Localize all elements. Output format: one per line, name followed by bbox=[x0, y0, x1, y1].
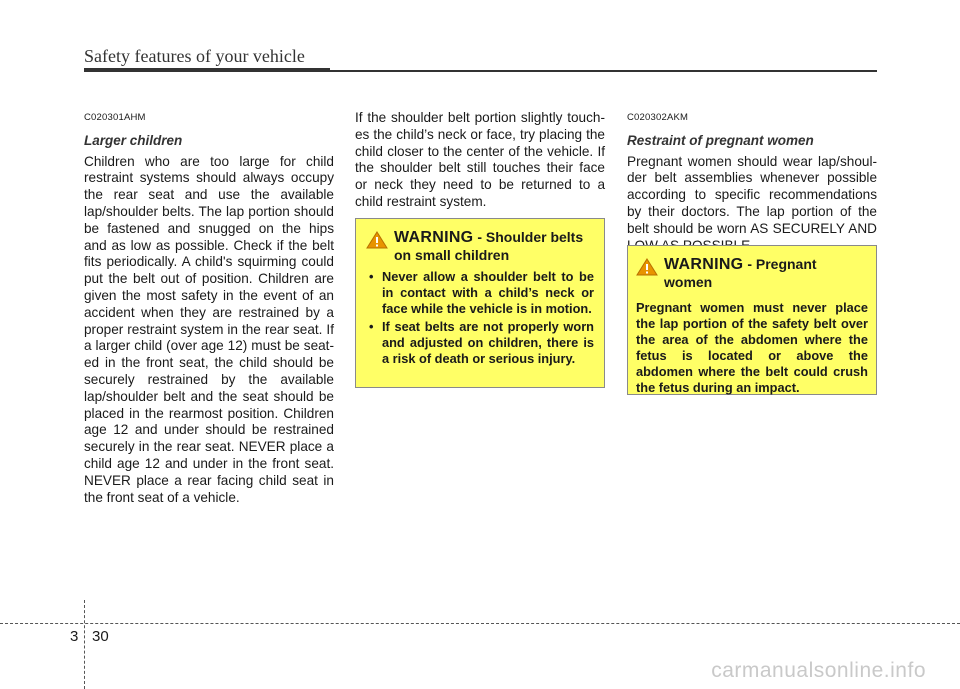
page-header-title: Safety features of your vehicle bbox=[84, 46, 305, 66]
warning-topic: - Pregnant women bbox=[664, 256, 817, 290]
warning-box-pregnant-women bbox=[627, 245, 877, 395]
body-paragraph: Children who are too large for child restraint systems should always occupy the rear seat and use the available lap/shoulder belts. The lap portion should be fastened and snugged on the hips and as low as possible. Check if the belt fits periodically. A child's squirming could put the belt out of position. Children are given the most safety in the event of an accident when they are restrained by a proper restraint system in the rear seat. If a larger child (over age 12) must be seat-ed in the front seat, the child should be securely restrained by the available lap/shoulder belt and the seat should be placed in the rearmost position. Children age 12 and under should be restrained securely in the rear seat. NEVER place a child age 12 and under in the front seat. NEVER place a rear facing child seat in the front seat of a vehicle. bbox=[84, 153, 334, 505]
watermark: carmanualsonline.info bbox=[711, 659, 926, 682]
warning-triangle-icon bbox=[636, 258, 658, 276]
footer-divider bbox=[84, 600, 85, 689]
warning-list bbox=[366, 269, 594, 367]
warning-label: WARNING bbox=[664, 256, 744, 273]
warning-box-shoulder-belts bbox=[355, 218, 605, 388]
section-subheading: Restraint of pregnant women bbox=[627, 132, 814, 148]
warning-list-item: • If seat belts are not properly worn and adjusted on children, there is a risk of death or serious injury. bbox=[366, 319, 594, 367]
section-code: C020302AKM bbox=[627, 112, 689, 123]
footer-rule bbox=[0, 623, 960, 624]
body-paragraph: If the shoulder belt portion slightly touch-es the child’s neck or face, try placing the child closer to the center of the vehicle. If the shoulder belt still touches their face or neck they need to be returned to a child restraint system. bbox=[355, 110, 605, 209]
warning-triangle-icon bbox=[366, 231, 388, 249]
page-section-number: 3 bbox=[70, 628, 79, 645]
warning-heading bbox=[636, 256, 868, 292]
column-right bbox=[627, 110, 877, 254]
column-middle bbox=[355, 110, 605, 211]
column-left bbox=[84, 110, 334, 506]
warning-body: Pregnant women must never place the lap portion of the safety belt over the area of the abdomen where the fetus is located or above the abdomen where the belt could crush the fetus during an impact. bbox=[636, 300, 868, 395]
header-rule bbox=[84, 70, 877, 72]
warning-list-item: • Never allow a shoulder belt to be in contact with a child’s neck or face while the vehicle is in motion. bbox=[366, 269, 594, 317]
warning-topic: - Shoulder belts on small children bbox=[394, 229, 584, 263]
section-code: C020301AHM bbox=[84, 112, 146, 123]
body-paragraph: Pregnant women should wear lap/shoul-der belt assemblies whenever possible according to specific recommendations by their doctors. The lap portion of the belt should be worn AS SECURELY AND bbox=[627, 153, 877, 236]
section-subheading: Larger children bbox=[84, 132, 183, 148]
page-number: 30 bbox=[92, 628, 109, 645]
warning-label: WARNING bbox=[394, 229, 474, 246]
warning-heading bbox=[366, 229, 594, 265]
